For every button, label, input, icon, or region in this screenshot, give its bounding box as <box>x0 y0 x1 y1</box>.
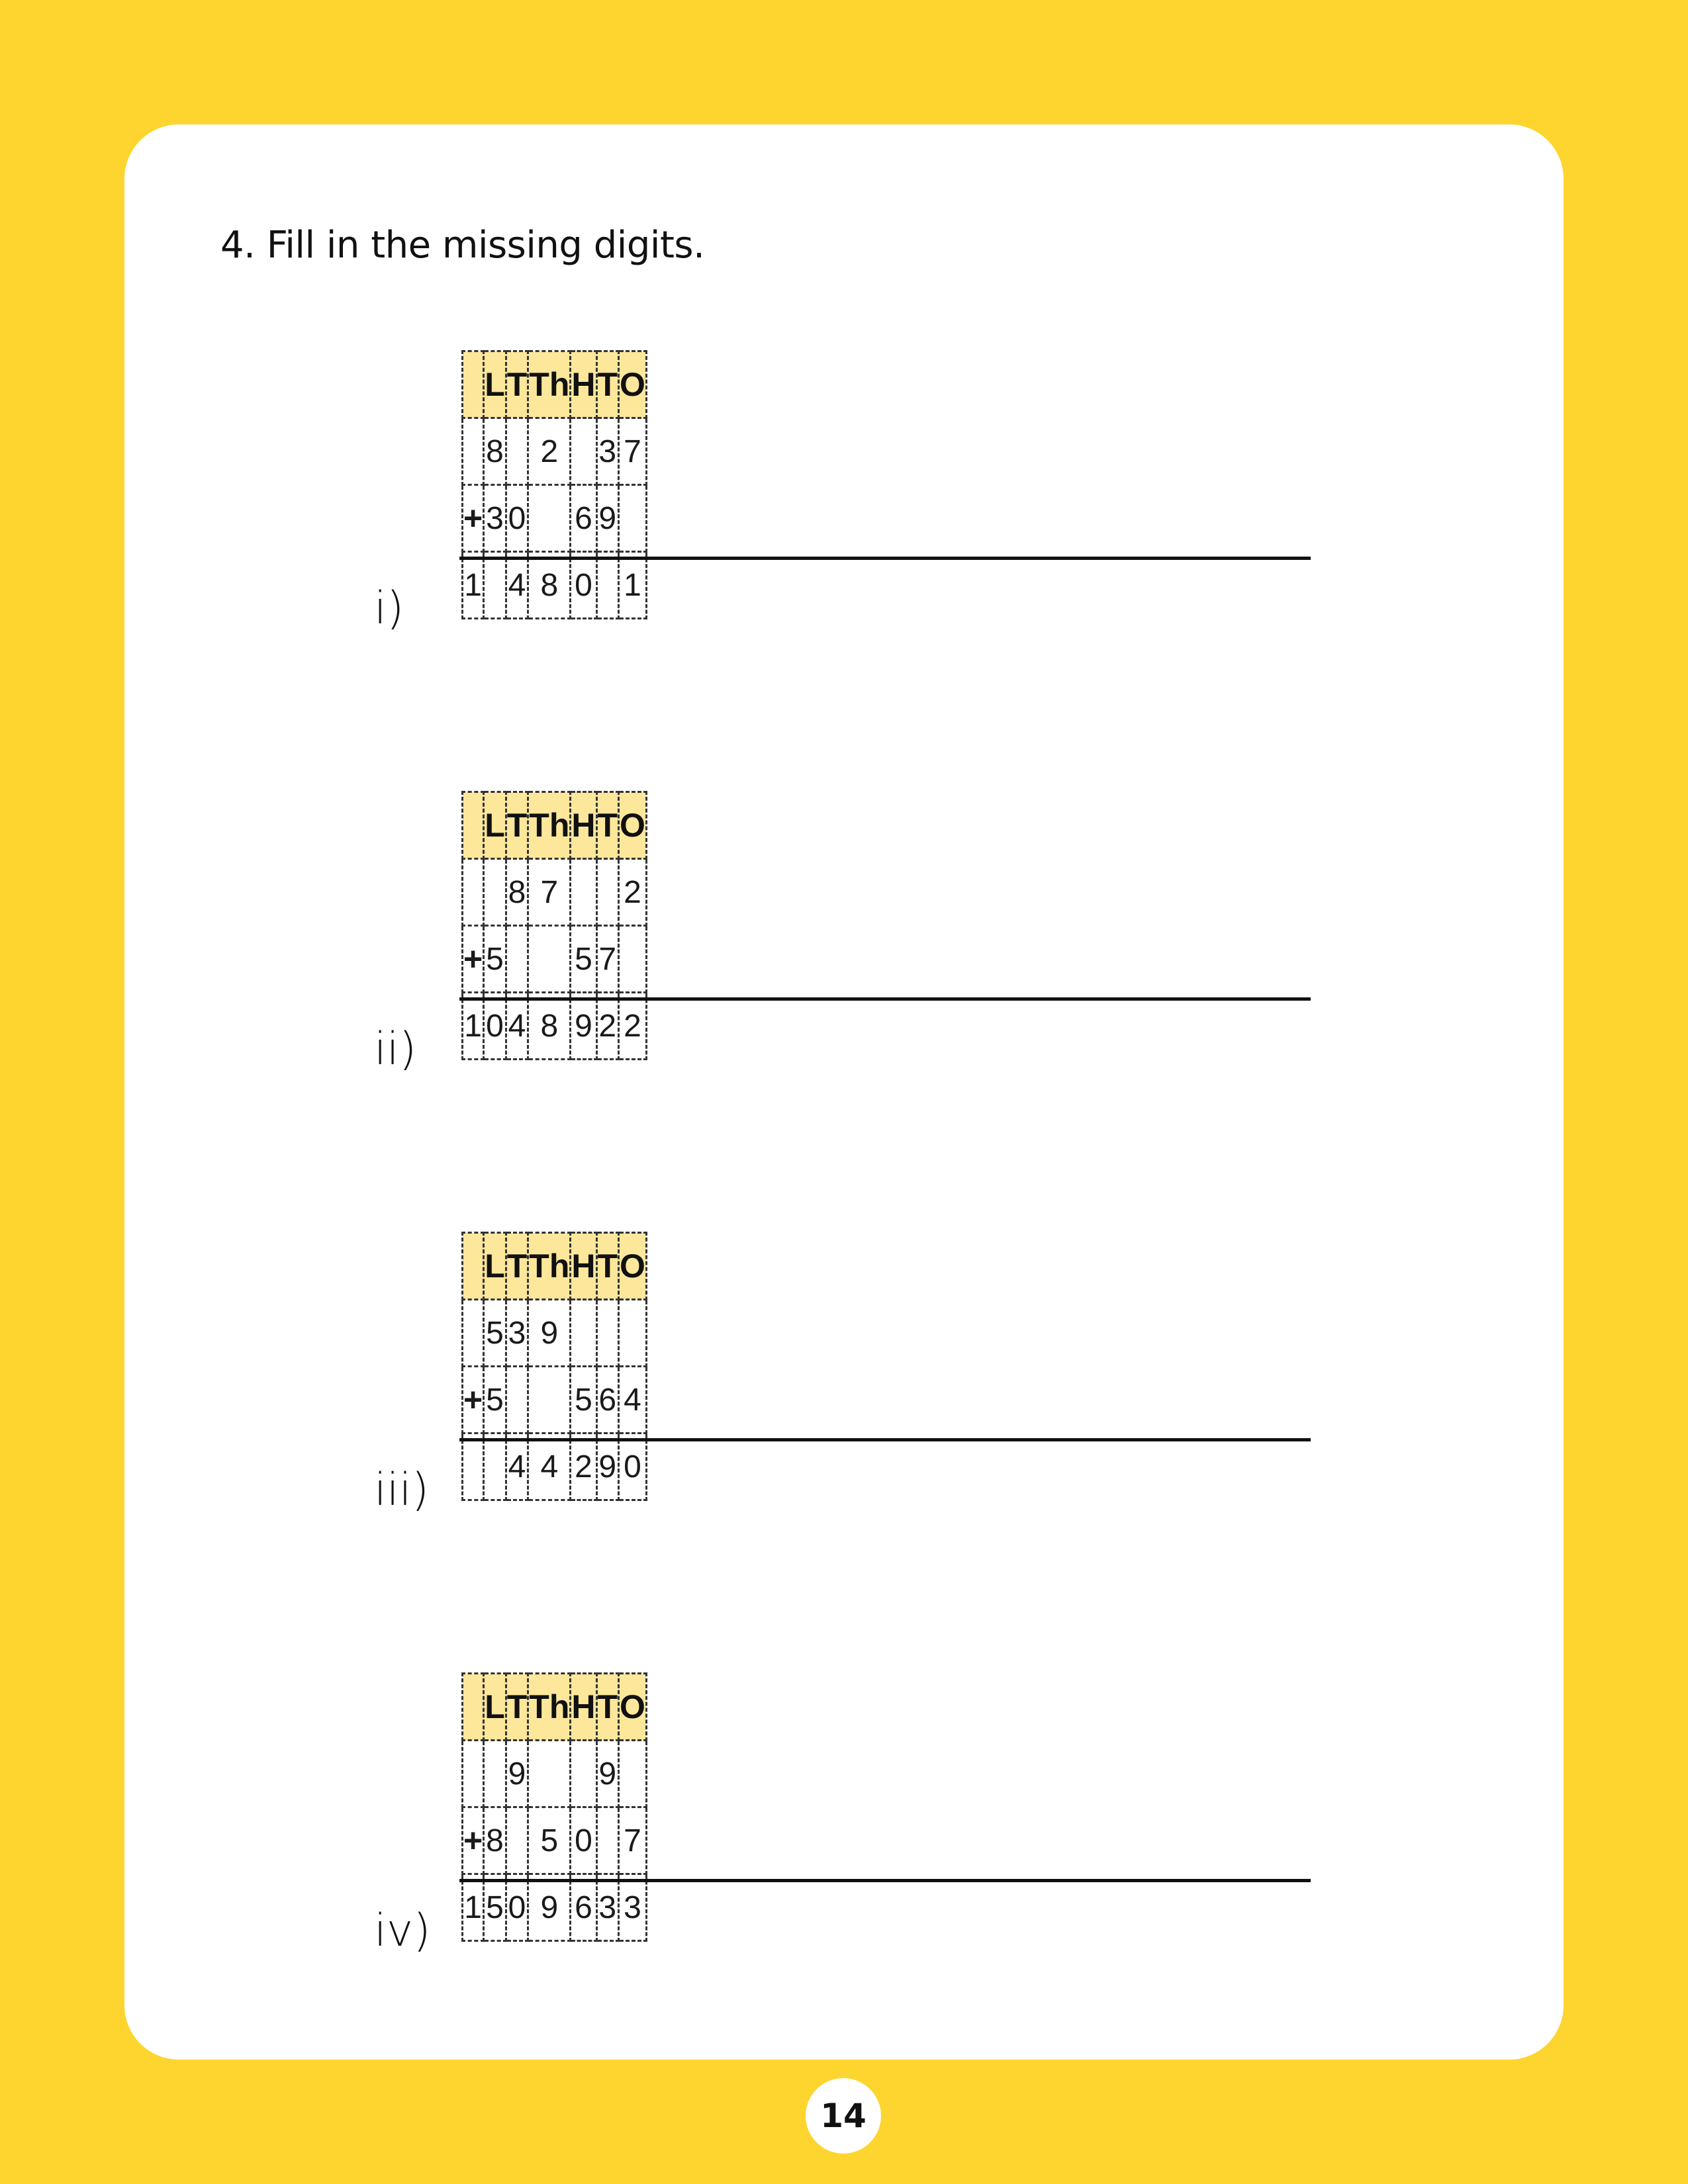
place-header-cell: Th <box>528 1233 571 1300</box>
plus-sign: + <box>463 1807 484 1874</box>
digit-cell: 4 <box>619 1367 647 1433</box>
digit-cell: 9 <box>596 485 619 552</box>
plus-sign: + <box>463 485 484 552</box>
header-blank-cell <box>463 792 484 859</box>
digit-cell: 8 <box>506 859 528 926</box>
digit-cell: 5 <box>571 1367 596 1433</box>
missing-digit-cell[interactable] <box>619 1741 647 1807</box>
sum-row <box>463 552 647 619</box>
place-header-cell: T <box>596 792 619 859</box>
problem-label: i) <box>374 582 404 635</box>
digit-cell: 3 <box>484 485 506 552</box>
missing-digit-cell[interactable] <box>528 485 571 552</box>
header-row <box>463 792 647 859</box>
sum-row <box>463 993 647 1060</box>
digit-cell: 2 <box>571 1433 596 1500</box>
header-blank-cell <box>463 1233 484 1300</box>
digit-cell <box>463 418 484 485</box>
first-addend-row <box>463 1741 647 1807</box>
digit-cell: 8 <box>528 552 571 619</box>
second-addend-row <box>463 1367 647 1433</box>
digit-cell: 1 <box>463 552 484 619</box>
place-header-cell: T <box>596 351 619 418</box>
digit-cell: 8 <box>484 1807 506 1874</box>
first-addend-row <box>463 1300 647 1367</box>
second-addend-row <box>463 926 647 993</box>
first-addend-row <box>463 859 647 926</box>
missing-digit-cell[interactable] <box>463 1433 484 1500</box>
sum-line <box>459 1438 1311 1441</box>
digit-cell: 9 <box>528 1300 571 1367</box>
page-number-badge: 14 <box>806 2078 881 2154</box>
place-header-cell: O <box>619 351 647 418</box>
digit-cell: 5 <box>571 926 596 993</box>
missing-digit-cell[interactable] <box>596 1300 619 1367</box>
missing-digit-cell[interactable] <box>596 859 619 926</box>
digit-cell: 2 <box>596 993 619 1060</box>
place-header-cell: Th <box>528 792 571 859</box>
header-blank-cell <box>463 351 484 418</box>
digit-cell <box>463 1741 484 1807</box>
digit-cell <box>463 859 484 926</box>
digit-cell: 0 <box>571 552 596 619</box>
place-header-cell: O <box>619 792 647 859</box>
place-value-grid <box>461 350 647 619</box>
missing-digit-cell[interactable] <box>484 859 506 926</box>
digit-cell: 5 <box>484 1874 506 1941</box>
place-header-cell: O <box>619 1233 647 1300</box>
digit-cell: 9 <box>596 1741 619 1807</box>
header-blank-cell <box>463 1674 484 1741</box>
missing-digit-cell[interactable] <box>506 418 528 485</box>
missing-digit-cell[interactable] <box>528 1367 571 1433</box>
first-addend-row <box>463 418 647 485</box>
missing-digit-cell[interactable] <box>571 418 596 485</box>
missing-digit-cell[interactable] <box>528 926 571 993</box>
second-addend-row <box>463 1807 647 1874</box>
digit-cell: 2 <box>528 418 571 485</box>
place-header-cell: T <box>506 351 528 418</box>
missing-digit-cell[interactable] <box>484 1741 506 1807</box>
place-header-cell: H <box>571 1233 596 1300</box>
problem-label: ii) <box>374 1023 417 1075</box>
missing-digit-cell[interactable] <box>596 552 619 619</box>
digit-cell: 4 <box>528 1433 571 1500</box>
place-header-cell: L <box>484 1233 506 1300</box>
place-header-cell: L <box>484 792 506 859</box>
place-header-cell: T <box>506 1233 528 1300</box>
plus-sign: + <box>463 1367 484 1433</box>
missing-digit-cell[interactable] <box>528 1741 571 1807</box>
header-row <box>463 351 647 418</box>
place-header-cell: H <box>571 1674 596 1741</box>
digit-cell: 7 <box>619 418 647 485</box>
missing-digit-cell[interactable] <box>571 1741 596 1807</box>
problem-label: iv) <box>374 1905 431 1957</box>
digit-cell: 2 <box>619 859 647 926</box>
worksheet-card <box>124 124 1564 2060</box>
digit-cell: 7 <box>596 926 619 993</box>
digit-cell: 3 <box>619 1874 647 1941</box>
digit-cell: 3 <box>506 1300 528 1367</box>
place-header-cell: T <box>596 1674 619 1741</box>
digit-cell: 9 <box>506 1741 528 1807</box>
digit-cell: 8 <box>484 418 506 485</box>
missing-digit-cell[interactable] <box>619 1300 647 1367</box>
digit-cell: 9 <box>571 993 596 1060</box>
digit-cell: 7 <box>619 1807 647 1874</box>
digit-cell: 0 <box>506 485 528 552</box>
missing-digit-cell[interactable] <box>506 1367 528 1433</box>
header-row <box>463 1233 647 1300</box>
missing-digit-cell[interactable] <box>596 1807 619 1874</box>
place-header-cell: L <box>484 1674 506 1741</box>
place-value-grid <box>461 791 647 1060</box>
missing-digit-cell[interactable] <box>506 1807 528 1874</box>
digit-cell: 9 <box>596 1433 619 1500</box>
missing-digit-cell[interactable] <box>506 926 528 993</box>
place-value-grid <box>461 1672 647 1942</box>
digit-cell: 3 <box>596 1874 619 1941</box>
digit-cell: 2 <box>619 993 647 1060</box>
digit-cell: 5 <box>484 1300 506 1367</box>
place-header-cell: Th <box>528 351 571 418</box>
digit-cell: 4 <box>506 552 528 619</box>
digit-cell: 6 <box>571 1874 596 1941</box>
digit-cell: 1 <box>463 1874 484 1941</box>
digit-cell: 5 <box>484 1367 506 1433</box>
digit-cell: 5 <box>528 1807 571 1874</box>
plus-sign: + <box>463 926 484 993</box>
digit-cell: 0 <box>571 1807 596 1874</box>
digit-cell: 1 <box>463 993 484 1060</box>
digit-cell: 0 <box>506 1874 528 1941</box>
place-header-cell: T <box>506 1674 528 1741</box>
digit-cell: 0 <box>484 993 506 1060</box>
place-header-cell: L <box>484 351 506 418</box>
sum-row <box>463 1874 647 1941</box>
place-header-cell: H <box>571 792 596 859</box>
digit-cell: 8 <box>528 993 571 1060</box>
place-header-cell: Th <box>528 1674 571 1741</box>
digit-cell: 4 <box>506 993 528 1060</box>
sum-line <box>459 997 1311 1001</box>
digit-cell: 7 <box>528 859 571 926</box>
missing-digit-cell[interactable] <box>571 1300 596 1367</box>
missing-digit-cell[interactable] <box>571 859 596 926</box>
missing-digit-cell[interactable] <box>484 552 506 619</box>
sum-row <box>463 1433 647 1500</box>
digit-cell <box>463 1300 484 1367</box>
place-header-cell: T <box>596 1233 619 1300</box>
missing-digit-cell[interactable] <box>484 1433 506 1500</box>
digit-cell: 9 <box>528 1874 571 1941</box>
sum-line <box>459 557 1311 560</box>
digit-cell: 6 <box>596 1367 619 1433</box>
digit-cell: 6 <box>571 485 596 552</box>
missing-digit-cell[interactable] <box>619 485 647 552</box>
instruction-text: 4. Fill in the missing digits. <box>220 224 705 267</box>
digit-cell: 1 <box>619 552 647 619</box>
header-row <box>463 1674 647 1741</box>
place-value-grid <box>461 1232 647 1501</box>
place-header-cell: H <box>571 351 596 418</box>
second-addend-row <box>463 485 647 552</box>
digit-cell: 0 <box>619 1433 647 1500</box>
digit-cell: 3 <box>596 418 619 485</box>
sum-line <box>459 1879 1311 1882</box>
missing-digit-cell[interactable] <box>619 926 647 993</box>
place-header-cell: T <box>506 792 528 859</box>
digit-cell: 4 <box>506 1433 528 1500</box>
digit-cell: 5 <box>484 926 506 993</box>
place-header-cell: O <box>619 1674 647 1741</box>
problem-label: iii) <box>374 1464 430 1516</box>
